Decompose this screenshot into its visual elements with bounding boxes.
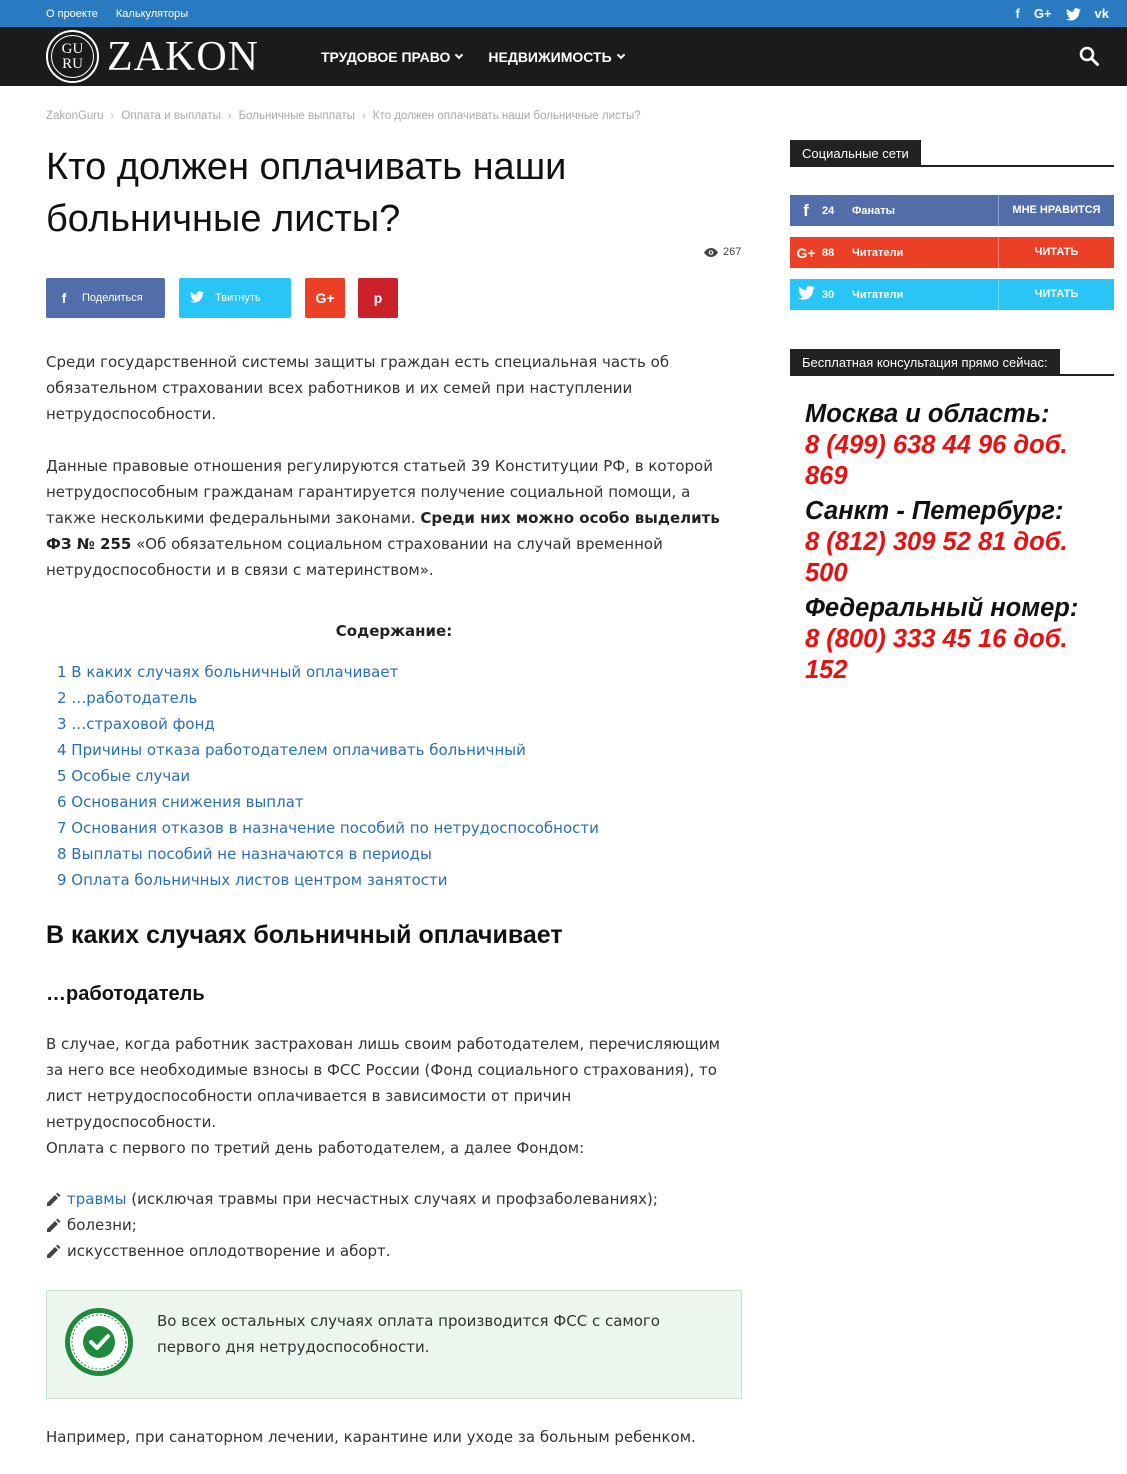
consult-phones [805, 399, 1105, 686]
breadcrumb-sick-pay[interactable]: Больничные выплаты [238, 110, 355, 122]
share-facebook-button[interactable] [46, 278, 165, 318]
share-twitter-button[interactable] [179, 278, 291, 318]
google-plus-icon[interactable]: G+ [1033, 6, 1052, 21]
paragraph-laws-c: «Об обязательном социальном страховании на случай временной нетрудоспособности и в связи с материнством». [46, 535, 663, 579]
sidebar-consult-title: Бесплатная консультация прямо сейчас: [790, 349, 1060, 376]
list-item [46, 1186, 658, 1212]
toc-item[interactable]: 5 Особые случаи [57, 767, 191, 785]
breadcrumb-separator: › [227, 110, 232, 122]
breadcrumb-payments[interactable]: Оплата и выплаты [121, 110, 221, 122]
twitter-read-button[interactable]: ЧИТАТЬ [998, 279, 1114, 310]
logo-seal [46, 30, 99, 83]
site-header [0, 27, 1127, 86]
sidebar-consult-header [790, 349, 1114, 376]
facebook-like-button[interactable]: МНЕ НРАВИТСЯ [998, 195, 1114, 226]
note-text: Во всех остальных случаях оплата производится ФСС с самого первого дня нетрудоспособности. [157, 1312, 660, 1356]
pinterest-icon: p [373, 290, 383, 306]
list-item-text: (исключая травмы при несчастных случаях и профзаболеваниях); [126, 1190, 658, 1208]
breadcrumb-home[interactable]: ZakonGuru [46, 110, 104, 122]
toc-item[interactable]: 1 В каких случаях больничный оплачивает [57, 663, 399, 681]
share-facebook-label: Поделиться [82, 292, 143, 304]
sidebar-social-title: Социальные сети [790, 140, 921, 167]
sidebar-social-header [790, 140, 1114, 167]
verified-stamp-icon [63, 1306, 135, 1378]
breadcrumb [46, 110, 641, 122]
pencil-icon [46, 1244, 61, 1259]
facebook-icon: f [61, 290, 67, 306]
consult-city: Федеральный номер: [805, 594, 1079, 622]
toc-item[interactable]: 2 …работодатель [57, 689, 198, 707]
toc-item[interactable]: 9 Оплата больничных листов центром занятости [57, 871, 448, 889]
breadcrumb-separator: › [110, 110, 115, 122]
share-google-plus-button[interactable] [305, 278, 345, 318]
facebook-count: 24 [822, 204, 835, 217]
view-counter [704, 246, 741, 258]
top-bar [0, 0, 1127, 27]
sidebar-google-plus-row[interactable] [790, 237, 1114, 268]
toc-item[interactable]: 8 Выплаты пособий не назначаются в периоды [57, 845, 432, 863]
nav-item-label: НЕДВИЖИМОСТЬ [488, 48, 612, 65]
paragraph-example: Например, при санаторном лечении, карантине или уходе за больным ребенком. [46, 1428, 696, 1446]
chevron-down-icon [616, 50, 624, 58]
top-menu-about[interactable]: О проекте [46, 7, 98, 20]
paragraph-laws [46, 453, 736, 583]
facebook-icon: f [803, 200, 809, 220]
pencil-icon [46, 1192, 61, 1207]
list-item [46, 1212, 658, 1238]
google-plus-icon: G+ [315, 290, 335, 306]
verified-note [46, 1290, 742, 1399]
paragraph-laws-a: Данные правовые отношения регулируются статьей 39 Конституции РФ, в которой нетрудоспособным гражданам гарантируется получение социальной помощи, а также несколькими федеральными законами. [46, 457, 713, 527]
logo-seal-top: GU [61, 40, 84, 57]
list-item-text: болезни; [67, 1216, 137, 1234]
chevron-down-icon [455, 50, 463, 58]
table-of-contents [57, 659, 599, 893]
toc-item[interactable]: 7 Основания отказов в назначение пособий по нетрудоспособности [57, 819, 599, 837]
google-plus-read-button[interactable]: ЧИТАТЬ [998, 237, 1114, 268]
toc-item[interactable]: 4 Причины отказа работодателем оплачивать больничный [57, 741, 526, 759]
paragraph-employer: В случае, когда работник застрахован лишь своим работодателем, перечисляющим за него все необходимые взносы в ФСС России (Фонд социального страхования), то лист нетрудоспособности оплачивается в зависимости от причин нетрудоспособности. [46, 1035, 720, 1131]
page-title: Кто должен оплачивать наши больничные листы? [46, 146, 567, 240]
google-plus-count: 88 [822, 246, 835, 259]
consult-phone[interactable]: 8 (800) 333 45 16 доб. 152 [805, 625, 1068, 684]
view-count: 267 [723, 246, 742, 258]
eye-icon [704, 248, 718, 257]
top-social [1015, 0, 1109, 27]
twitter-icon[interactable] [1066, 0, 1081, 27]
section-heading: В каких случаях больничный оплачивает [46, 921, 563, 949]
toc-item[interactable]: 6 Основания снижения выплат [57, 793, 304, 811]
twitter-icon [790, 285, 822, 305]
list-item [46, 1238, 658, 1264]
list-item-text: искусственное оплодотворение и аборт. [67, 1242, 391, 1260]
main-nav [321, 27, 624, 86]
nav-item-label: ТРУДОВОЕ ПРАВО [321, 48, 451, 65]
logo-seal-bottom: RU [62, 55, 83, 72]
paragraph-payment: Оплата с первого по третий день работодателем, а далее Фондом: [46, 1139, 585, 1157]
logo-word: ZAKON [107, 33, 259, 80]
site-logo[interactable] [46, 30, 259, 83]
breadcrumb-current: Кто должен оплачивать наши больничные листы? [372, 110, 641, 122]
injury-link[interactable]: травмы [67, 1190, 127, 1208]
vk-icon[interactable]: vk [1094, 6, 1109, 21]
consult-phone[interactable]: 8 (812) 309 52 81 доб. 500 [805, 528, 1068, 587]
bullet-list [46, 1186, 658, 1264]
share-pinterest-button[interactable] [358, 278, 398, 318]
google-plus-icon: G+ [796, 244, 816, 261]
nav-item-labor-law[interactable] [321, 49, 462, 65]
paragraph-laws-bold: Среди них можно особо выделить ФЗ № 255 [46, 509, 720, 553]
sidebar-twitter-row[interactable] [790, 279, 1114, 310]
search-icon[interactable] [1079, 46, 1099, 66]
toc-item[interactable]: 3 …страховой фонд [57, 715, 215, 733]
subsection-heading: …работодатель [46, 983, 205, 1005]
share-twitter-label: Твитнуть [215, 292, 261, 304]
facebook-icon[interactable]: f [1015, 6, 1020, 21]
top-menu [46, 0, 188, 27]
twitter-label: Читатели [852, 288, 904, 301]
twitter-icon [179, 290, 215, 306]
breadcrumb-separator: › [361, 110, 366, 122]
consult-city: Санкт - Петербург: [805, 497, 1064, 525]
pencil-icon [46, 1218, 61, 1233]
facebook-label: Фанаты [852, 204, 896, 217]
google-plus-label: Читатели [852, 246, 904, 259]
top-menu-calculators[interactable]: Калькуляторы [115, 7, 189, 20]
consult-phone[interactable]: 8 (499) 638 44 96 доб. 869 [805, 431, 1068, 490]
sidebar-facebook-row[interactable] [790, 195, 1114, 226]
toc-title: Содержание: [335, 622, 453, 640]
paragraph-intro: Среди государственной системы защиты граждан есть специальная часть об обязательном страховании всех работников и их семей при наступлении нетрудоспособности. [46, 353, 670, 423]
twitter-count: 30 [822, 288, 835, 301]
consult-city: Москва и область: [805, 400, 1050, 428]
nav-item-real-estate[interactable] [488, 49, 623, 65]
